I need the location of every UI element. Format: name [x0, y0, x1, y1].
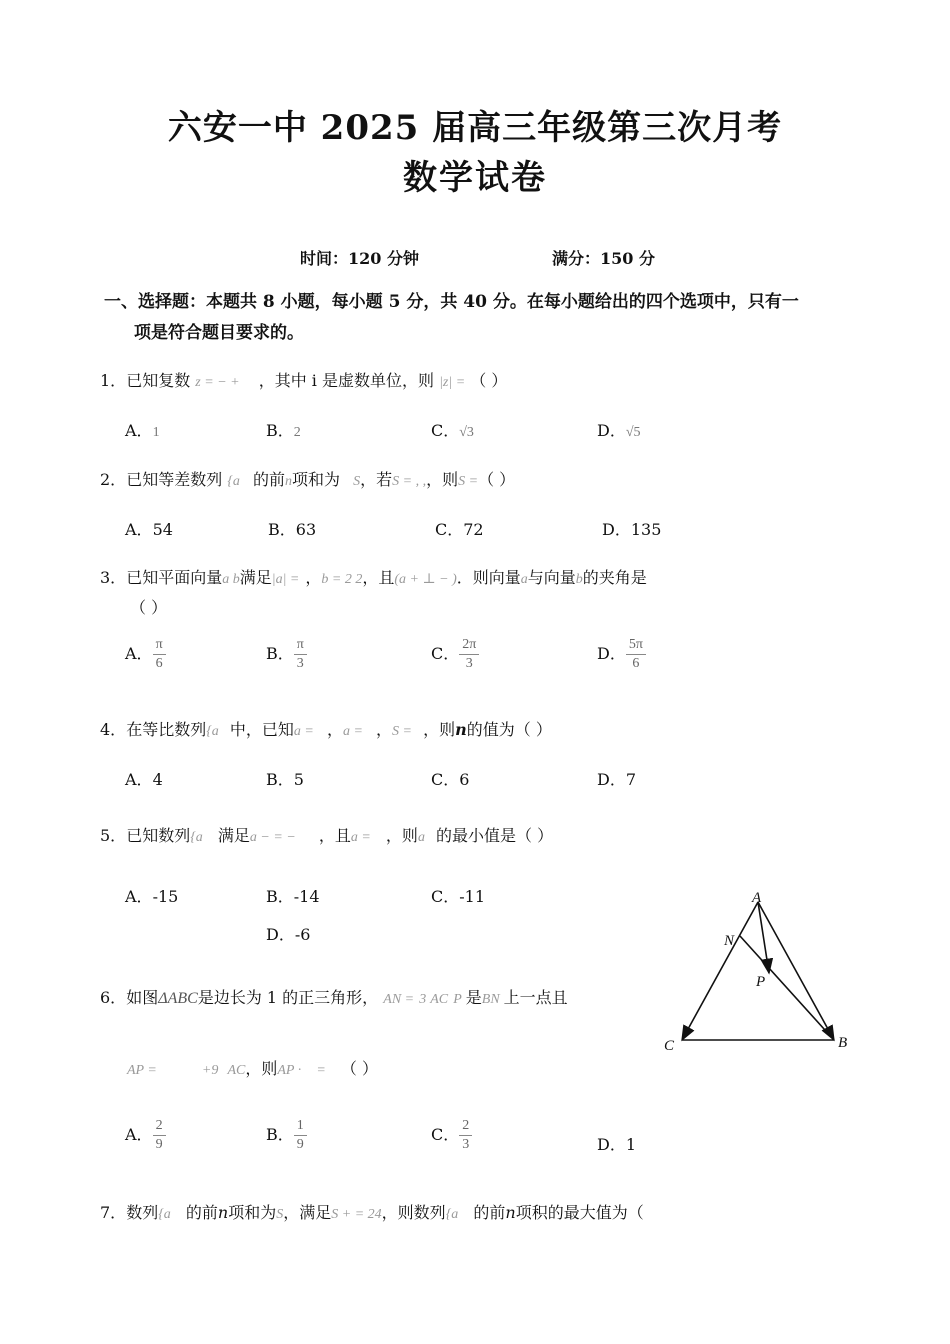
question-5	[100, 823, 553, 846]
answer-blank: （ ）	[470, 371, 508, 390]
question-text: 项和为	[228, 1203, 277, 1222]
formula: ΔABC	[158, 990, 198, 1007]
option-d[interactable]: D．135	[602, 520, 662, 539]
answer-blank: 的值为（ ）	[466, 720, 552, 739]
question-text: ，则数列	[381, 1203, 446, 1222]
option-b[interactable]: B． $\frac{1}{9}$	[266, 1117, 307, 1154]
question-text: ，满足	[283, 1203, 332, 1222]
formula: S	[276, 1207, 284, 1222]
option-b[interactable]: B．5	[266, 770, 304, 789]
exam-title: 六安一中 2025 届高三年级第三次月考	[167, 108, 783, 148]
formula: S + = 24	[331, 1207, 382, 1222]
question-text: ．则向量	[456, 568, 521, 587]
option-c[interactable]: C． $\frac{2\pi}{3}$	[431, 636, 479, 673]
question-text: 是边长为 1 的正三角形，	[197, 988, 379, 1007]
question-text: ，则	[385, 826, 418, 845]
question-text: ，	[305, 568, 322, 587]
formula: S = , ,	[392, 474, 427, 489]
question-text: 与向量	[527, 568, 576, 587]
option-b[interactable]: B．2	[266, 421, 301, 440]
label-c: C	[664, 1038, 675, 1054]
section-heading-line1: 一、选择题：本题共 8 小题，每小题 5 分，共 40 分。在每小题给出的四个选项中，只有一	[104, 292, 799, 312]
question-number: 2．	[100, 470, 127, 489]
question-text: ，其中 i 是虚数单位，则	[258, 371, 434, 390]
answer-blank: （ ）	[478, 470, 516, 489]
option-b[interactable]: B． $\frac{\pi}{3}$	[266, 636, 307, 673]
question-text: 已知等差数列	[126, 470, 223, 489]
question-number: 3．	[100, 568, 127, 587]
question-text: 满足	[239, 568, 272, 587]
formula: {a	[190, 830, 203, 845]
formula: {a	[227, 474, 240, 489]
formula: b = 2 2	[321, 572, 363, 587]
question-text: 如图	[126, 988, 159, 1007]
edge-ac	[682, 902, 758, 1040]
question-7	[100, 1200, 644, 1223]
formula: AP =	[127, 1063, 157, 1078]
question-text: 中，已知	[229, 720, 294, 739]
formula: AC	[227, 1063, 246, 1078]
question-number: 6．	[100, 988, 127, 1007]
option-b[interactable]: B．-14	[266, 887, 320, 906]
option-c[interactable]: C． $\frac{2}{3}$	[431, 1117, 472, 1154]
formula: S =	[392, 724, 412, 739]
label-a: A	[752, 890, 762, 906]
question-text: 是	[465, 988, 482, 1007]
option-d[interactable]: D． $\frac{5\pi}{6}$	[597, 636, 646, 673]
question-text: ，且	[362, 568, 395, 587]
label-n: N	[724, 933, 735, 949]
option-a[interactable]: A．54	[125, 520, 173, 539]
formula: AC	[430, 992, 449, 1007]
option-c[interactable]: C．-11	[431, 887, 486, 906]
question-2	[100, 467, 515, 490]
formula: =	[316, 1063, 326, 1078]
formula: AP ·	[277, 1063, 302, 1078]
formula: 9	[211, 1063, 219, 1078]
formula: AN =	[383, 992, 415, 1007]
formula: n	[285, 474, 293, 489]
question-text: 数列	[126, 1203, 159, 1222]
section-heading	[104, 287, 864, 349]
question-text: ，若	[360, 470, 393, 489]
question-text: ，则	[423, 720, 456, 739]
question-text: 的前	[473, 1203, 506, 1222]
formula: BN	[481, 992, 500, 1007]
option-a[interactable]: A．1	[125, 421, 160, 440]
question-number: 7．	[100, 1203, 127, 1222]
question-text: 的前	[253, 470, 286, 489]
exam-score: 满分：150 分	[552, 249, 655, 268]
question-3	[100, 565, 647, 588]
option-d[interactable]: D．-6	[266, 925, 311, 944]
segment-nb	[740, 936, 834, 1040]
option-d[interactable]: D．1	[597, 1135, 637, 1154]
question-text: 在等比数列	[126, 720, 207, 739]
question-text: 已知复数	[126, 371, 191, 390]
section-heading-line2: 项是符合题目要求的。	[134, 323, 304, 343]
option-c[interactable]: C．√3	[431, 421, 474, 440]
formula: a =	[342, 724, 363, 739]
formula: a − = −	[249, 830, 296, 845]
question-4	[100, 717, 552, 740]
question-text: 的最小值是（ ）	[436, 826, 554, 845]
exam-subtitle: 数学试卷	[403, 158, 547, 198]
formula: z = − +	[195, 375, 240, 390]
question-1	[100, 368, 507, 391]
option-a[interactable]: A．4	[125, 770, 163, 789]
option-a[interactable]: A． $\frac{\pi}{6}$	[125, 636, 166, 673]
formula: b	[575, 572, 583, 587]
question-text: ，且	[318, 826, 351, 845]
formula: a	[520, 572, 528, 587]
formula: n	[217, 1203, 229, 1222]
formula: (a + ⊥ − )	[394, 572, 457, 587]
option-b[interactable]: B．63	[268, 520, 317, 539]
option-d[interactable]: D．√5	[597, 421, 641, 440]
formula: {a	[445, 1207, 459, 1222]
option-d[interactable]: D．7	[597, 770, 637, 789]
question-text: ，则	[426, 470, 459, 489]
formula: {a	[158, 1207, 171, 1222]
question-text: 项和为	[292, 470, 341, 489]
option-a[interactable]: A． $\frac{2}{9}$	[125, 1117, 166, 1154]
answer-blank: （ ）	[130, 598, 168, 617]
formula: {a	[206, 724, 219, 739]
formula: n	[455, 720, 467, 739]
question-text: 项积的最大值为（	[515, 1203, 644, 1222]
formula: n	[505, 1203, 516, 1222]
formula: S =	[458, 474, 479, 489]
formula: P	[453, 992, 462, 1007]
question-6-line2	[127, 1056, 378, 1079]
formula: a =	[350, 830, 371, 845]
question-text: ，	[326, 720, 343, 739]
formula: a	[417, 830, 425, 845]
question-number: 4．	[100, 720, 127, 739]
question-text: 上一点且	[503, 988, 568, 1007]
question-text: 满足	[217, 826, 250, 845]
answer-blank: （ ）	[340, 1059, 378, 1078]
question-text: 的前	[185, 1203, 218, 1222]
option-c[interactable]: C．6	[431, 770, 470, 789]
question-text: 已知数列	[126, 826, 191, 845]
option-c[interactable]: C．72	[435, 520, 484, 539]
question-6	[100, 985, 568, 1008]
label-b: B	[838, 1035, 848, 1051]
formula: a =	[293, 724, 314, 739]
question-number: 5．	[100, 826, 127, 845]
formula: a b	[222, 572, 240, 587]
exam-time: 时间：120 分钟	[300, 249, 419, 268]
question-number: 1．	[100, 371, 127, 390]
formula: S	[353, 474, 361, 489]
formula: +	[201, 1063, 212, 1078]
triangle-figure	[660, 890, 860, 1055]
formula: |a| =	[271, 572, 300, 587]
label-p: P	[756, 974, 766, 990]
option-a[interactable]: A．-15	[125, 887, 179, 906]
question-text: 已知平面向量	[126, 568, 223, 587]
question-text: 的夹角是	[582, 568, 647, 587]
formula: 3	[419, 992, 427, 1007]
question-text: ，则	[245, 1059, 278, 1078]
formula: |z| =	[439, 375, 466, 390]
question-text: ，	[376, 720, 393, 739]
